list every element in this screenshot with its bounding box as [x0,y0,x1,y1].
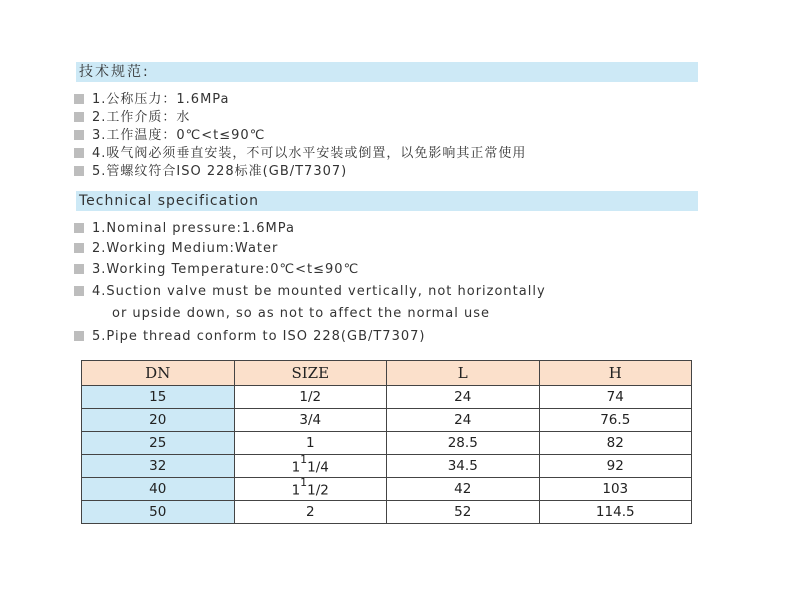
table-row [82,478,692,501]
table-row [82,432,692,455]
size-whole: 1 [291,482,301,499]
cell-l: 24 [387,386,540,409]
cell-dn: 32 [82,455,235,478]
size-fraction: 1/2 [307,482,329,499]
en-item-4 [74,284,546,300]
bullet-square-icon [74,130,84,140]
size-fraction: 1 [305,435,315,451]
en-item-text: 4.Suction valve must be mounted vertically, not horizontally [92,284,546,299]
en-item-text: 3.Working Temperature:0℃<t≤90℃ [92,262,360,277]
en-item-1 [74,221,295,237]
en-item-text: 5.Pipe thread conform to ISO 228(GB/T7307) [92,329,426,344]
bullet-square-icon [74,331,84,341]
cell-dn: 15 [82,386,235,409]
cell-dn: 20 [82,409,235,432]
table-row [82,386,692,409]
bullet-square-icon [74,148,84,158]
size-fraction: 1/4 [307,459,329,476]
cell-size [234,409,387,432]
cn-item-3 [74,128,265,144]
en-item-text: 2.Working Medium:Water [92,241,279,256]
cn-item-text: 5.管螺纹符合ISO 228标准(GB/T7307) [92,164,348,179]
en-item-5 [74,329,425,345]
cell-h: 82 [539,432,692,455]
bullet-square-icon [74,264,84,274]
header-size: SIZE [234,361,387,386]
cell-l: 24 [387,409,540,432]
cell-l: 42 [387,478,540,501]
cell-dn: 25 [82,432,235,455]
table-row [82,409,692,432]
cell-h: 92 [539,455,692,478]
cell-l: 52 [387,501,540,524]
cell-l: 28.5 [387,432,540,455]
bullet-square-icon [74,223,84,233]
bullet-square-icon [74,94,84,104]
en-item-text: 1.Nominal pressure:1.6MPa [92,221,295,236]
header-l: L [387,361,540,386]
cn-item-2 [74,110,190,126]
table-row [82,501,692,524]
cell-h: 74 [539,386,692,409]
cell-size [234,501,387,524]
size-fraction: 3/4 [299,412,322,428]
bullet-square-icon [74,286,84,296]
cn-item-4 [74,146,526,162]
cn-item-text: 2.工作介质：水 [92,110,191,125]
cell-h: 76.5 [539,409,692,432]
cell-size [234,432,387,455]
bullet-square-icon [74,112,84,122]
header-dn: DN [82,361,235,386]
size-superscript-one: 1 [300,453,308,467]
cell-h: 103 [539,478,692,501]
spec-table [81,360,692,524]
bullet-square-icon [74,166,84,176]
cell-l: 34.5 [387,455,540,478]
cell-dn: 50 [82,501,235,524]
en-item-3 [74,262,359,278]
cell-size [234,455,387,478]
cell-h: 114.5 [539,501,692,524]
cell-size [234,478,387,501]
size-fraction: 1/2 [299,389,322,405]
en-item-4-continuation: or upside down, so as not to affect the normal use [112,306,491,321]
table-header-row [82,361,692,386]
cn-item-text: 4.吸气阀必须垂直安装，不可以水平安装或倒置，以免影响其正常使用 [92,146,527,161]
bullet-square-icon [74,243,84,253]
cell-size [234,386,387,409]
cn-section-heading: 技术规范: [76,62,698,82]
en-item-2 [74,241,278,257]
table-row [82,455,692,478]
size-fraction: 2 [305,504,315,520]
cn-item-text: 3.工作温度：0℃<t≤90℃ [92,128,266,143]
size-superscript-one: 1 [300,476,308,490]
cn-item-5 [74,164,347,180]
header-h: H [539,361,692,386]
size-whole: 1 [291,459,301,476]
en-section-heading: Technical specification [76,191,698,211]
cell-dn: 40 [82,478,235,501]
cn-item-text: 1.公称压力：1.6MPa [92,92,230,107]
cn-item-1 [74,92,230,108]
